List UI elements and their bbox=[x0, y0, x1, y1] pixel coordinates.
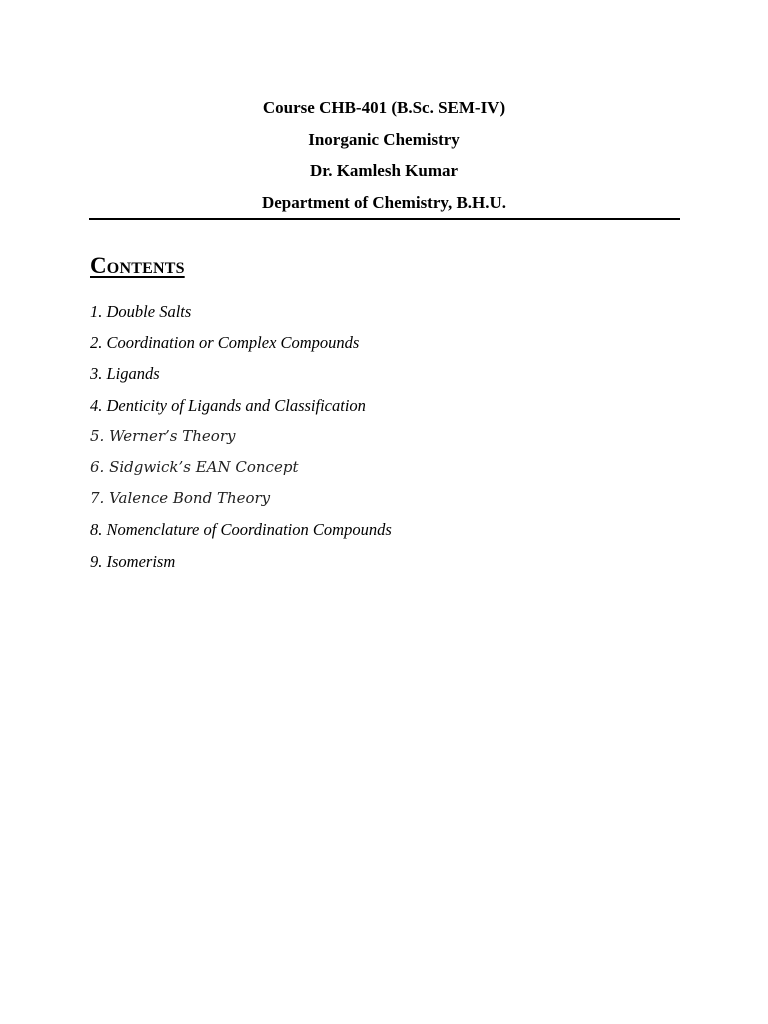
table-of-contents bbox=[90, 296, 392, 577]
course-title: Course CHB-401 (B.Sc. SEM-IV) bbox=[262, 98, 506, 117]
author-name: Dr. Kamlesh Kumar bbox=[309, 161, 459, 180]
toc-item-sidgwick-ean: 6. Sidgwick’s EAN Concept bbox=[90, 458, 299, 477]
header-divider bbox=[89, 218, 680, 220]
subject-title: Inorganic Chemistry bbox=[308, 129, 460, 149]
toc-item-double-salts: 1. Double Salts bbox=[90, 302, 192, 321]
toc-item-isomerism: 9. Isomerism bbox=[90, 551, 176, 571]
contents-heading: Contents bbox=[90, 253, 185, 278]
toc-item-coordination-compounds: 2. Coordination or Complex Compounds bbox=[90, 333, 360, 353]
toc-item-werners-theory: 5. Werner’s Theory bbox=[90, 426, 236, 445]
department-name: Department of Chemistry, B.H.U. bbox=[261, 192, 507, 212]
toc-item-ligands: 3. Ligands bbox=[90, 364, 160, 384]
document-header bbox=[0, 92, 768, 218]
toc-item-nomenclature: 8. Nomenclature of Coordination Compounds bbox=[90, 520, 392, 540]
toc-item-denticity: 4. Denticity of Ligands and Classification bbox=[90, 395, 366, 415]
toc-item-valence-bond: 7. Valence Bond Theory bbox=[90, 489, 271, 508]
